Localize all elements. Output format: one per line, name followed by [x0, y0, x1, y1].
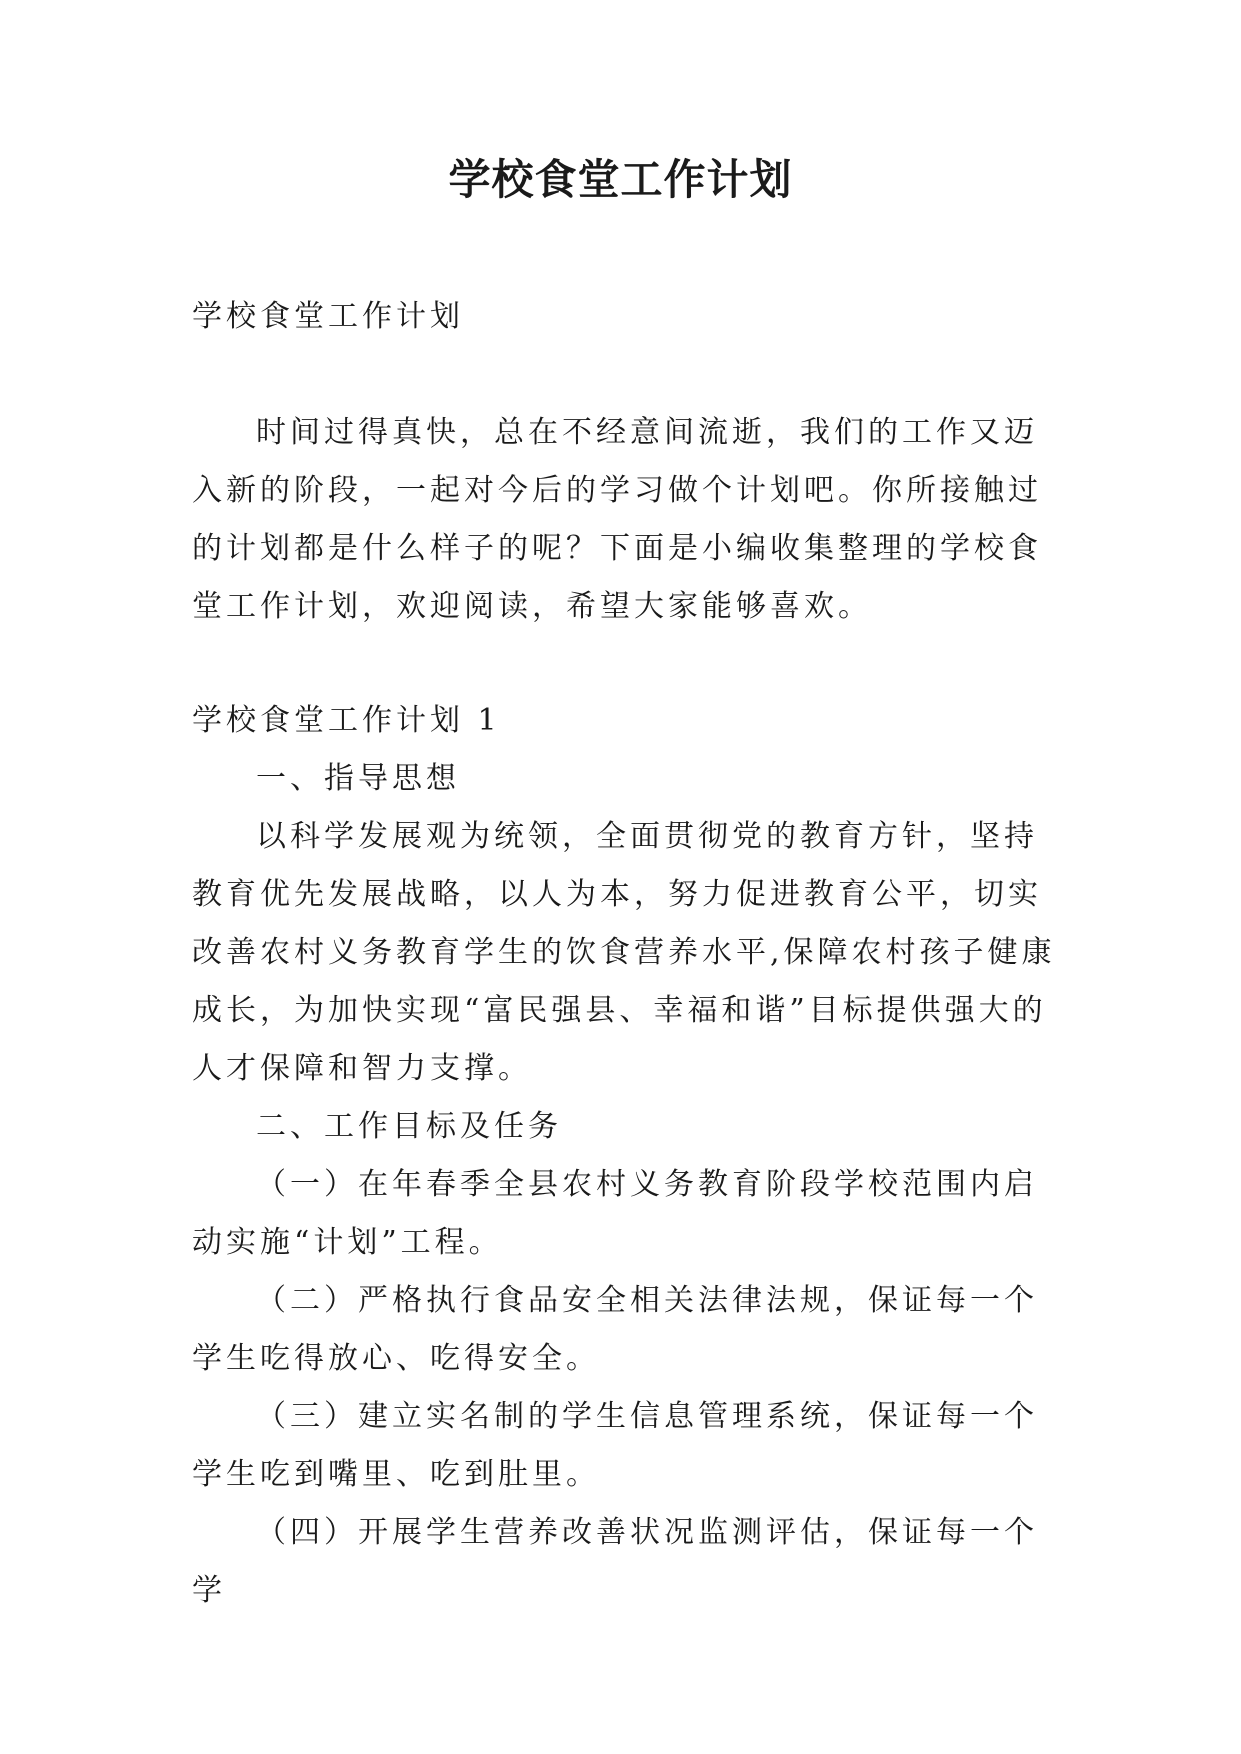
list-item: （二）严格执行食品安全相关法律法规，保证每一个学生吃得放心、吃得安全。 — [192, 1283, 1038, 1376]
document-body — [192, 288, 1058, 1620]
list-item: （三）建立实名制的学生信息管理系统，保证每一个学生吃到嘴里、吃到肚里。 — [192, 1399, 1038, 1492]
document-subtitle: 学校食堂工作计划 — [192, 299, 464, 334]
document-title: 学校食堂工作计划 — [448, 155, 793, 204]
heading-goals-tasks: 二、工作目标及任务 — [256, 1109, 562, 1144]
heading-guiding-ideology: 一、指导思想 — [256, 761, 460, 796]
list-item: （一）在年春季全县农村义务教育阶段学校范围内启动实施“计划”工程。 — [192, 1167, 1038, 1260]
list-item: （四）开展学生营养改善状况监测评估，保证每一个学 — [192, 1515, 1038, 1608]
section-title: 学校食堂工作计划 1 — [192, 703, 501, 738]
intro-paragraph: 时间过得真快，总在不经意间流逝，我们的工作又迈入新的阶段，一起对今后的学习做个计划吧。你所接触过的计划都是什么样子的呢？下面是小编收集整理的学校食堂工作计划，欢迎阅读，希望大家能够喜欢。 — [192, 415, 1042, 624]
paragraph-guiding-ideology: 以科学发展观为统领，全面贯彻党的教育方针，坚持教育优先发展战略，以人为本，努力促进教育公平，切实改善农村义务教育学生的饮食营养水平,保障农村孩子健康成长，为加快实现“富民强县、幸福和谐”目标提供强大的人才保障和智力支撑。 — [192, 819, 1056, 1086]
